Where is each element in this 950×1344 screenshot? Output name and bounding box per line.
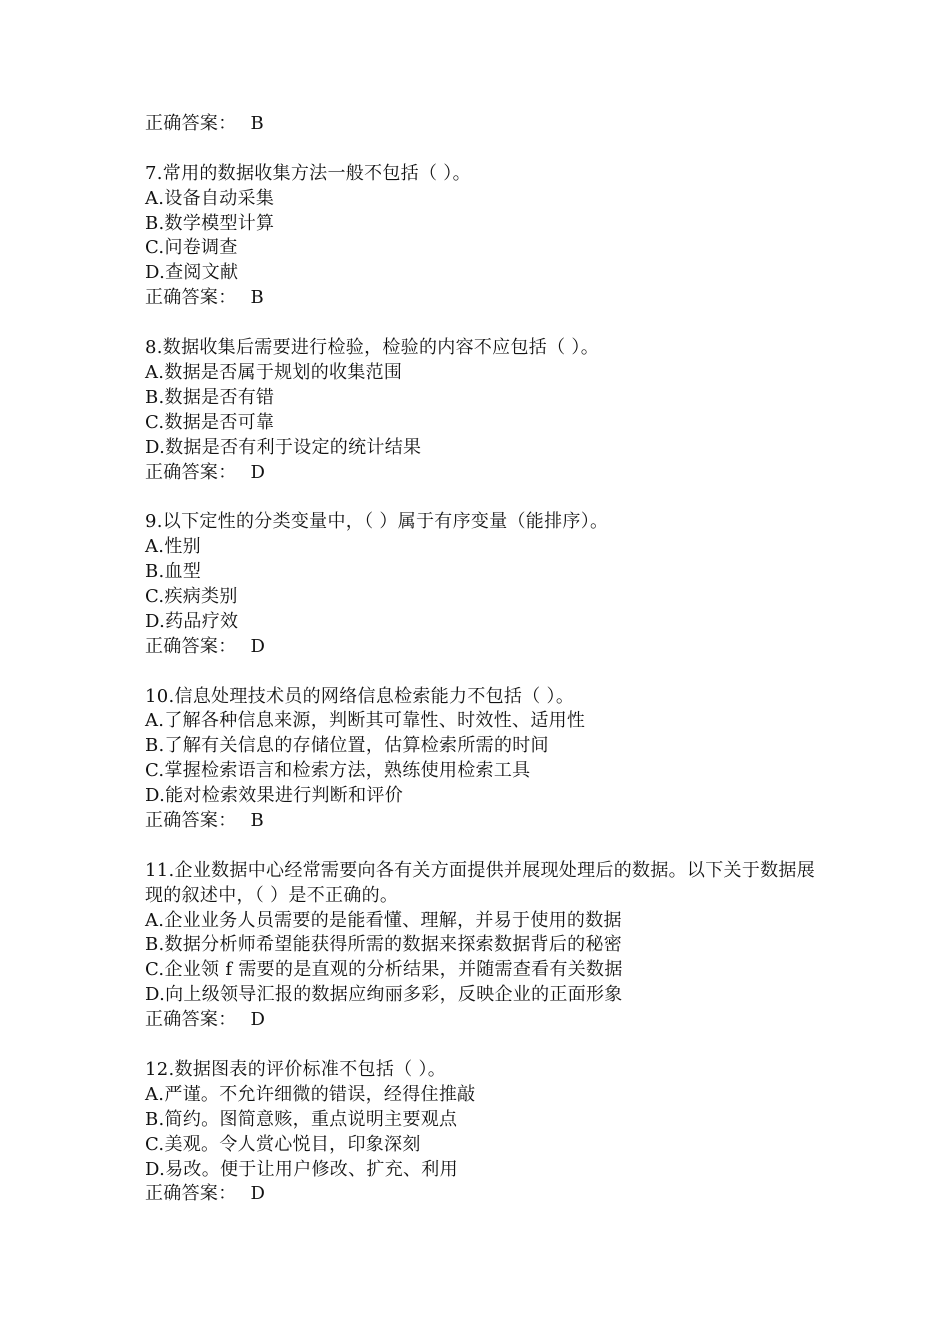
answer-value: B: [250, 287, 265, 309]
answer-value: D: [250, 1183, 266, 1205]
question-text: 8.数据收集后需要进行检验，检验的内容不应包括（ ）。: [145, 337, 599, 359]
spacer: [145, 1033, 825, 1058]
option-b: B.数学模型计算: [145, 212, 275, 234]
answer-line: [145, 286, 825, 311]
question-block-q12: [145, 1058, 825, 1207]
option-d: D.查阅文献: [145, 262, 239, 284]
answer-label: 正确答案：: [145, 635, 237, 657]
option-a: A.了解各种信息来源，判断其可靠性、时效性、适用性: [145, 710, 586, 732]
answer-value: B: [250, 810, 265, 831]
option-c: C.美观。令人赏心悦目，印象深刻: [145, 1133, 421, 1155]
option-d: D.向上级领导汇报的数据应绚丽多彩，反映企业的正面形象: [145, 984, 623, 1006]
option-c: C.企业领 f 需要的是直观的分析结果，并随需查看有关数据: [145, 959, 623, 981]
option-a: A.设备自动采集: [145, 187, 275, 209]
option-d: D.药品疗效: [145, 610, 239, 632]
question-text: 12.数据图表的评价标准不包括（ ）。: [145, 1058, 447, 1080]
answer-label: 正确答案：: [145, 287, 237, 309]
answer-line: [145, 1182, 825, 1207]
answer-label: 正确答案：: [145, 1183, 237, 1205]
answer-label: 正确答案：: [145, 461, 237, 483]
option-d: D.能对检索效果进行判断和评价: [145, 785, 404, 807]
option-c: C.问卷调查: [145, 237, 238, 259]
option-d: D.易改。便于让用户修改、扩充、利用: [145, 1158, 458, 1180]
answer-value: D: [250, 635, 266, 657]
answer-label: 正确答案：: [145, 810, 237, 831]
option-a: A.数据是否属于规划的收集范围: [145, 361, 403, 383]
document-page: [145, 112, 825, 1207]
option-c: C.疾病类别: [145, 585, 238, 607]
answer-label: 正确答案：: [145, 113, 237, 134]
spacer: [145, 311, 825, 336]
answer-line-q6: [145, 112, 825, 137]
question-text: 10.信息处理技术员的网络信息检索能力不包括（ ）。: [145, 685, 575, 707]
option-a: A.严谨。不允许细微的错误，经得住推敲: [145, 1083, 476, 1105]
answer-line: [145, 461, 825, 486]
option-b: B.数据分析师希望能获得所需的数据来探索数据背后的秘密: [145, 934, 623, 956]
option-b: B.数据是否有错: [145, 386, 275, 408]
question-block-q10: [145, 685, 825, 834]
option-c: C.数据是否可靠: [145, 411, 275, 433]
option-b: B.了解有关信息的存储位置，估算检索所需的时间: [145, 735, 549, 757]
option-b: B.血型: [145, 561, 202, 583]
answer-value: B: [250, 113, 265, 134]
option-a: A.性别: [145, 536, 201, 558]
option-b: B.简约。图简意赅，重点说明主要观点: [145, 1108, 458, 1130]
question-block-q9: [145, 510, 825, 659]
answer-line: [145, 809, 825, 834]
question-block-q8: [145, 336, 825, 485]
answer-value: D: [250, 461, 266, 483]
spacer: [145, 137, 825, 162]
answer-value: D: [250, 1009, 266, 1031]
spacer: [145, 485, 825, 510]
question-text: 9.以下定性的分类变量中，（ ）属于有序变量（能排序）。: [145, 511, 609, 533]
question-block-q11: [145, 859, 825, 1033]
answer-line: [145, 635, 825, 660]
answer-label: 正确答案：: [145, 1009, 237, 1031]
question-text: 11.企业数据中心经常需要向各有关方面提供并展现处理后的数据。以下关于数据展现的叙述中，（ ）是不正确的。: [145, 859, 816, 906]
question-text: 7.常用的数据收集方法一般不包括（ ）。: [145, 162, 471, 184]
option-c: C.掌握检索语言和检索方法，熟练使用检索工具: [145, 760, 531, 782]
option-a: A.企业业务人员需要的是能看懂、理解，并易于使用的数据: [145, 909, 622, 931]
option-d: D.数据是否有利于设定的统计结果: [145, 436, 422, 458]
question-block-q7: [145, 162, 825, 311]
answer-line: [145, 1008, 825, 1033]
spacer: [145, 660, 825, 685]
spacer: [145, 834, 825, 859]
